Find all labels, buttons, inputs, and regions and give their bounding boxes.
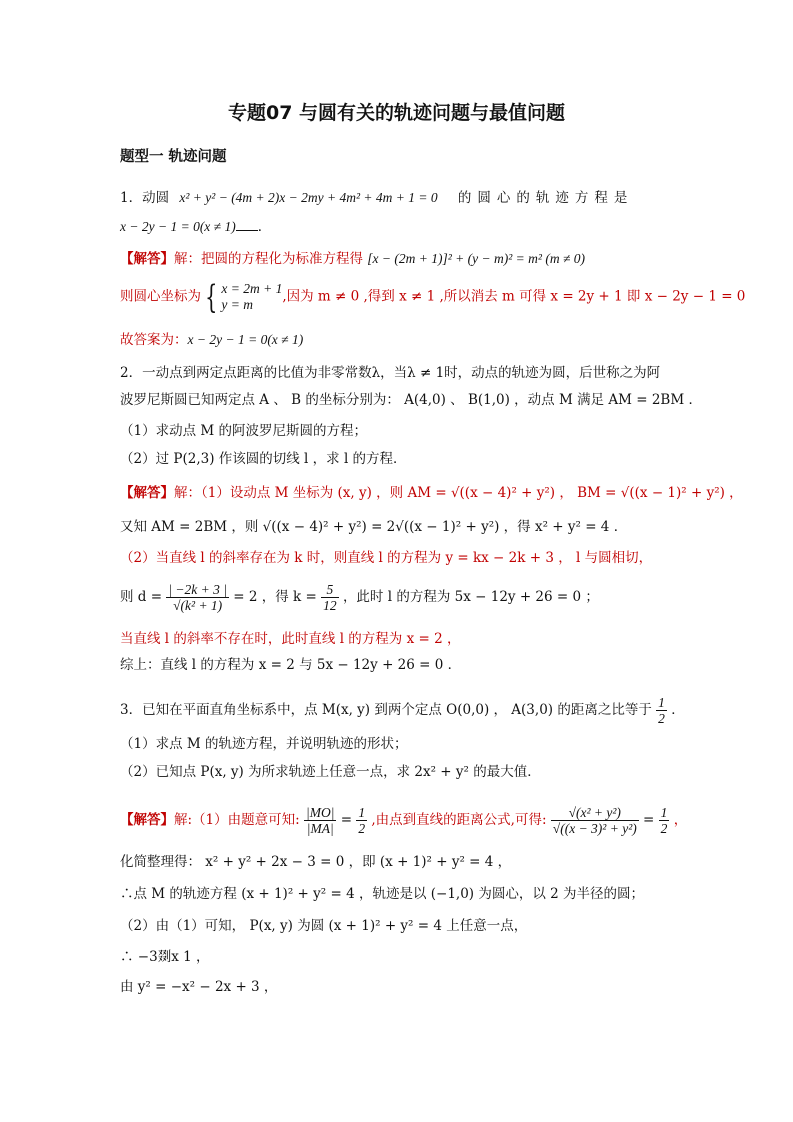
problem-3-solution-line-1: 【解答】解:（1）由题意可知: $\frac{|MO|}{|MA|}$ = $\frac{1}{2}$ ,由点到直线的距离公式,可得: $\frac{\text{√(x² + y²)}}{\text{√((x − 3)² + y²)}}$ = $\frac{1}{2}$ ，	[120, 805, 688, 836]
problem-1-solution-line-3: 故答案为：x − 2y − 1 = 0(x ≠ 1)	[120, 332, 304, 348]
problem-1-answer-blank: x − 2y − 1 = 0(x ≠ 1) ．	[120, 219, 272, 235]
problem-2-solution-line-4: 则 d = $\frac{| -2k + 3 |}{\text{√(k² + 1)}}$ = 2 ，得 k = $\frac{5}{12}$ ，此时 l 的方程为 5x − 12y + 26 = 0 ；	[120, 582, 599, 613]
answer-tag: 【解答】	[120, 485, 174, 501]
problem-1-question: 1．动圆 x² + y² − (4m + 2)x − 2my + 4m² + 4m + 1 = 0 的圆心的轨迹方程是	[120, 190, 634, 206]
problem-2-question-part-1: （1）求动点 M 的阿波罗尼斯圆的方程；	[120, 423, 367, 439]
problem-3-solution-line-2: 化简整理得： x² + y² + 2x − 3 = 0 ，即 (x + 1)² + y² = 4 ，	[120, 854, 512, 870]
problem-1-solution-line-2: 则圆心坐标为 { x = 2m + 1 y = m ,因为 m ≠ 0 ,得到 x ≠ 1 ,所以消去 m 可得 x = 2y + 1 即 x − 2y − 1 = 0	[120, 278, 746, 316]
problem-2-question-line-2: 波罗尼斯圆已知两定点 A 、 B 的坐标分别为： A(4,0) 、 B(1,0) ，动点 M 满足 AM = 2BM ．	[120, 392, 702, 408]
problem-2-solution-line-5: 当直线 l 的斜率不存在时，此时直线 l 的方程为 x = 2 ，	[120, 631, 461, 647]
problem-3-question-part-2: （2）已知点 P(x, y) 为所求轨迹上任意一点，求 2x² + y² 的最大值．	[120, 764, 541, 780]
problem-3-solution-line-3: ∴点 M 的轨迹方程 (x + 1)² + y² = 4 ，轨迹是以 (−1,0) 为圆心，以 2 为半径的圆；	[120, 886, 645, 902]
problem-3-question-line-1: 3．已知在平面直角坐标系中，点 M(x, y) 到两个定点 O(0,0) ， A(3,0) 的距离之比等于 $\frac{1}{2}$ ．	[120, 695, 685, 726]
answer-tag: 【解答】	[120, 812, 174, 828]
problem-1-solution-line-1: 【解答】解：把圆的方程化为标准方程得 [x − (2m + 1)]² + (y − m)² = m² (m ≠ 0)	[120, 251, 585, 267]
problem-3-question-part-1: （1）求点 M 的轨迹方程，并说明轨迹的形状；	[120, 736, 408, 752]
problem-2-solution-line-2: 又知 AM = 2BM ，则 √((x − 4)² + y²) = 2√((x − 1)² + y²) ，得 x² + y² = 4 ．	[120, 519, 628, 535]
problem-2-solution-line-6: 综上：直线 l 的方程为 x = 2 与 5x − 12y + 26 = 0 ．	[120, 657, 462, 673]
section-heading: 题型一 轨迹问题	[120, 149, 227, 165]
answer-tag: 【解答】	[120, 251, 174, 267]
page-title: 专题07 与圆有关的轨迹问题与最值问题	[227, 102, 566, 124]
problem-2-question-part-2: （2）过 P(2,3) 作该圆的切线 l ，求 l 的方程．	[120, 451, 407, 467]
problem-2-question-line-1: 2．一动点到两定点距离的比值为非零常数λ，当λ ≠ 1时，动点的轨迹为圆，后世称之为阿	[120, 365, 661, 381]
problem-2-solution-line-1: 【解答】解：（1）设动点 M 坐标为 (x, y) ，则 AM = √((x − 4)² + y²) ， BM = √((x − 1)² + y²) ，	[120, 485, 743, 501]
problem-2-solution-line-3: （2）当直线 l 的斜率存在为 k 时，则直线 l 的方程为 y = kx − 2k + 3 ， l 与圆相切，	[120, 550, 653, 566]
problem-3-solution-line-5: ∴ −3剟x 1 ，	[120, 949, 210, 965]
problem-3-solution-line-6: 由 y² = −x² − 2x + 3 ，	[120, 979, 278, 995]
problem-3-solution-line-4: （2）由（1）可知， P(x, y) 为圆 (x + 1)² + y² = 4 上任意一点，	[120, 918, 528, 934]
